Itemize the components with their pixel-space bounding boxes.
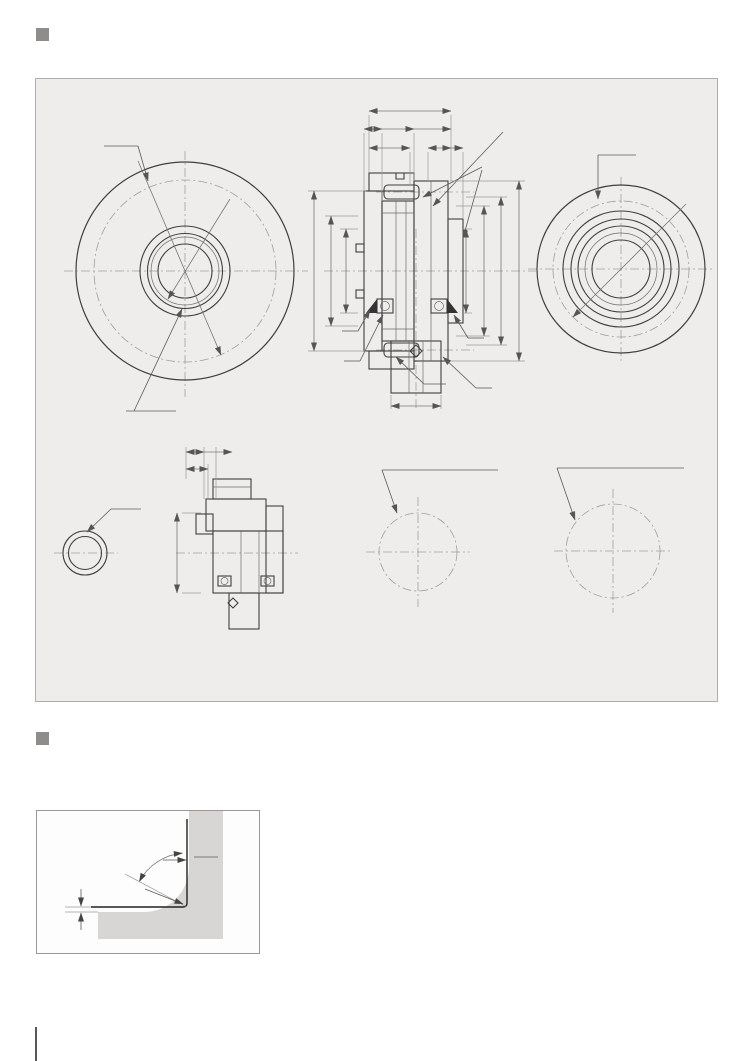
fig1-drawing: [36, 79, 717, 701]
right-flange-view: [528, 155, 714, 361]
section-bullet-icon: [36, 28, 49, 41]
footer-rule: [35, 1027, 37, 1061]
bolt-pattern-14: [366, 470, 498, 607]
mating-part-shape: [98, 811, 223, 939]
cross-section-view: [308, 111, 536, 411]
section-bullet-icon: [36, 732, 49, 745]
fig2-drawing: [37, 811, 259, 953]
figure-6-2: [36, 810, 260, 954]
figure-6-1: [35, 78, 718, 702]
input-part-view: [54, 447, 298, 629]
section1-header: [36, 28, 57, 41]
left-flange-view: [64, 146, 308, 411]
relief-profile: [91, 819, 187, 907]
bolt-pattern-17: [554, 468, 684, 613]
section2-header: [36, 732, 57, 745]
